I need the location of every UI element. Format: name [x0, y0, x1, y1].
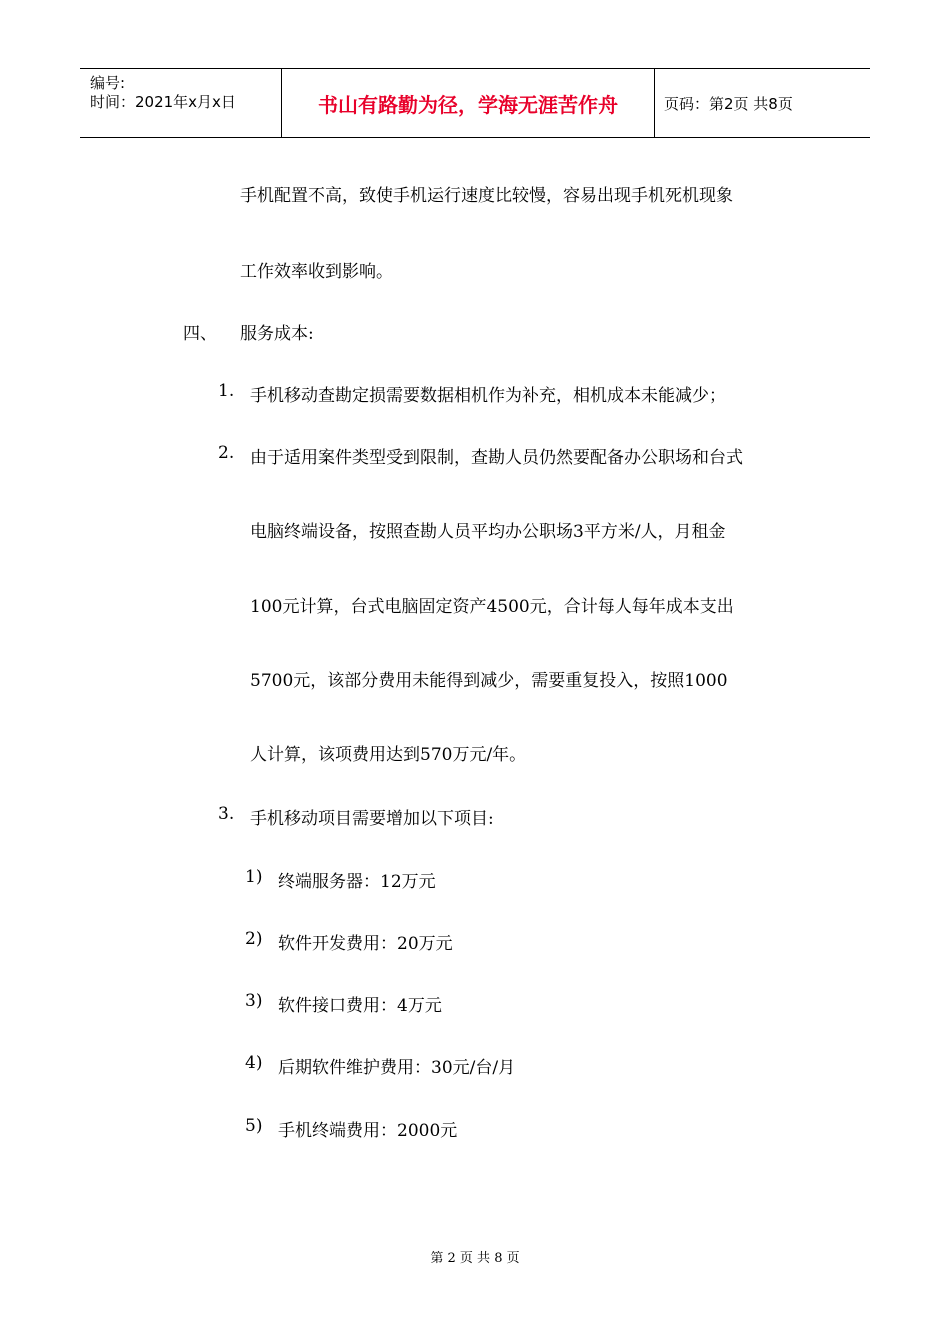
- section-number: 四、: [183, 324, 217, 344]
- sub-list-number: 5): [245, 1116, 263, 1136]
- list-number: 3.: [218, 804, 235, 824]
- sub-list-item: 手机终端费用：2000元: [278, 1121, 458, 1141]
- sub-list-item: 软件接口费用：4万元: [278, 996, 442, 1016]
- sub-list-number: 2): [245, 929, 263, 949]
- list-number: 1.: [218, 381, 235, 401]
- section-title: 服务成本:: [240, 324, 314, 344]
- page-header: [80, 68, 870, 138]
- list-item-text: 电脑终端设备，按照查勘人员平均办公职场3平方米/人，月租金: [250, 522, 726, 542]
- list-item-text: 手机移动项目需要增加以下项目:: [250, 809, 494, 829]
- list-number: 2.: [218, 443, 235, 463]
- sub-list-number: 4): [245, 1053, 263, 1073]
- paragraph-line: 手机配置不高，致使手机运行速度比较慢，容易出现手机死机现象: [240, 186, 733, 206]
- doc-time-label: 时间：2021年x月x日: [90, 93, 236, 111]
- list-item-text: 由于适用案件类型受到限制，查勘人员仍然要配备办公职场和台式: [250, 448, 743, 468]
- list-item-text: 100元计算，台式电脑固定资产4500元，合计每人每年成本支出: [250, 597, 734, 617]
- sub-list-item: 后期软件维护费用：30元/台/月: [278, 1058, 516, 1078]
- list-item-text: 手机移动查勘定损需要数据相机作为补充，相机成本未能减少；: [250, 386, 726, 406]
- header-meta: [80, 69, 280, 137]
- sub-list-number: 3): [245, 991, 263, 1011]
- header-page-info: 页码：第2页 共8页: [664, 94, 793, 113]
- paragraph-line: 工作效率收到影响。: [240, 262, 393, 282]
- list-item-text: 5700元，该部分费用未能得到减少，需要重复投入，按照1000: [250, 671, 728, 691]
- header-motto: 书山有路勤为径，学海无涯苦作舟: [281, 69, 655, 137]
- doc-code-label: 编号:: [90, 74, 126, 92]
- page-footer: 第 2 页 共 8 页: [430, 1251, 520, 1266]
- sub-list-number: 1): [245, 867, 263, 887]
- sub-list-item: 终端服务器：12万元: [278, 872, 436, 892]
- sub-list-item: 软件开发费用：20万元: [278, 934, 453, 954]
- list-item-text: 人计算，该项费用达到570万元/年。: [250, 745, 527, 765]
